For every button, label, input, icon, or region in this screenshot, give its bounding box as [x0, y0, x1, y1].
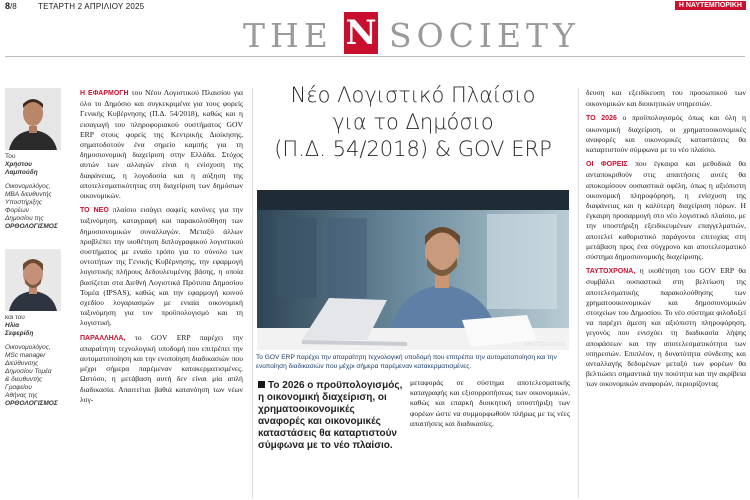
column-divider — [252, 88, 253, 498]
photo-caption: Το GOV ERP παρέχει την απαραίτητη τεχνολογική υποδομή που επιτρέπει την αυτοματοποίηση και την ενοποίηση διαδικασιών που μέχρι σήμερα παρέμεναν κατακερματισμένες. — [256, 354, 557, 370]
author-card — [5, 88, 67, 231]
masthead-society: SOCIETY — [389, 16, 580, 55]
paragraph: ΤΑΥΤΟΧΡΟΝΑ, η υιοθέτηση του GOV ERP θα συμβάλει ουσιαστικά στη βελτίωση της αποτελεσματικής παρακολούθησης των χρηματοοικονομικών και δημοσιονομικών στοιχείων του Δημοσίου. Το νέο σύστημα φιλοδοξεί να παρέχει άμεση και αξιόπιστη πληροφόρηση, γεγονός που ενισχύει τη διαδικασία λήψης αποφάσεων και την αποτελεσματικότητα των υπηρεσιών. Επιπλέον, η δυνατότητα σύνδεσης και ανταλλαγής δεδομένων μεταξύ των φορέων θα βελτιώσει σημαντικά την ποιότητα και την ακρίβεια των οικονομικών αναφορών, περιορίζοντας — [586, 266, 746, 389]
paragraph: δευση και εξειδίκευση του προσωπικού των οικονομικών και διοικητικών υπηρεσιών. — [586, 88, 746, 109]
author-name-last: Λαμπούδη — [5, 169, 38, 176]
bullet-square-icon — [258, 381, 265, 388]
author-bio: Οικονομολόγος, MBA διευθυντής Υποστήριξης Φορέων Δημοσίου της ΟΡΘΟΛΟΓΙΣΜΟΣ — [5, 183, 58, 230]
masthead-divider — [5, 56, 745, 57]
paragraph: ΤΟ ΝΕΟ πλαίσιο εισάγει σαφείς κανόνες για την ταξινόμηση, καταγραφή και παρακολούθηση των δημοσιονομικών συναλλαγών. Μεταξύ άλλων προβλέπει την υιοθέτηση διπλογραφικού λογιστικού συστήματος με ενιαίο τρόπο για το σύνολο των οντοτήτων της Γενικής Κυβέρνησης, την εφαρμογή λογιστικής πλήρους δεδουλευμένης βάσης, η οποία βασίζεται στα Διεθνή Λογιστικά Πρότυπα Δημοσίου Τομέα (IPSAS), καθώς και την εφαρμογή κοινού σχεδίου λογαριασμών με ενιαία οικονομική ταξινόμηση για τον προϋπολογισμό και τη λογιστική. — [80, 205, 244, 328]
article-column-1 — [80, 88, 243, 409]
paragraph: ΠΑΡΑΛΛΗΛΑ, το GOV ERP παρέχει την απαραίτητη τεχνολογική υποδομή που επιτρέπει την αυτοματοποίηση και την ενοποίηση διαδικασιών που μέχρι σήμερα παρέμεναν κατακερματισμένες. Ωστόσο, η μετάβαση αυτή δεν είναι μία απλή διαδικασία. Απαιτείται βαθιά κατανόηση των νέων λογ- — [80, 332, 243, 404]
author-bio: Οικονομολόγος, MSc manager Διεύθυνσης Δημοσίου Τομέα & διευθυντής Γραφείου Αθήνας της ΟΡΘΟΛΟΓΙΣΜΟΣ — [5, 344, 58, 407]
paragraph: μεταφοράς σε σύστημα αποτελεσματικής καταγραφής και εξισορροπήσεως των οικονομικών, καθώς και επαρκή διοικητική υποστήριξη των φορέων ώστε να συμμορφωθούν πλήρως με τις νέες απαιτήσεις και διαδικασίες. — [410, 378, 570, 428]
paragraph: ΤΟ 2026 ο προϋπολογισμός όπως και όλη η οικονομική διαχείριση, οι χρηματοοικονομικές αναφορές και οικονομικές καταστάσεις θα καταρτιστούν σύμφωνα με το νέο πλαίσιο. — [586, 113, 746, 155]
masthead-the: THE — [243, 16, 333, 55]
issue-date: ΤΕΤΑΡΤΗ 2 ΑΠΡΙΛΙΟΥ 2025 — [38, 2, 145, 11]
pull-quote: Το 2026 ο προϋπολογισμός, η οικονομική διαχείριση, οι χρηματοοικονομικές αναφορές και οικονομικές καταστάσεις θα καταρτιστούν σύμφωνα με το νέο πλαίσιο. — [258, 380, 403, 451]
author-column — [5, 88, 67, 408]
author-photo — [5, 88, 61, 150]
paragraph: ΟΙ ΦΟΡΕΙΣ που έγκαιρα και μεθοδικά θα ανταποκριθούν στις απαιτήσεις αυτές θα αποκομίσουν ουσιαστικά οφέλη, όπως η αξιόπιστη οικονομική πληροφόρηση, η ενίσχυση της διαφάνειας και η καλύτερη διαχείριση πόρων. Η έγκαιρη προσαρμογή στο νέο λογιστικό πλαίσιο, με την υποστήριξη εξειδικευμένων επαγγελματιών, αποτελεί καθοριστικό παράγοντα επιτυχίας στη μετάβαση προς ένα σύγχρονο και αποτελεσματικό σύστημα δημοσιονομικής διαχείρισης. — [586, 159, 746, 262]
author-card — [5, 249, 67, 408]
section-masthead — [0, 12, 750, 54]
author-by: Του — [5, 153, 16, 160]
column-divider — [578, 88, 579, 498]
masthead-logo: N — [345, 13, 377, 53]
photo-credit: SHUTTERSTOCK — [524, 342, 565, 348]
paragraph: Η ΕΦΑΡΜΟΓΗ του Νέου Λογιστικού Πλαισίου για όλο το Δημόσιο και συγκεκριμένα για τους φορείς Γενικής Κυβέρνησης (Π.Δ. 54/2018), καθώς και η εισαγωγή του πληροφοριακού συστήματος GOV ERP στους φορείς της Κεντρικής Διοίκησης, σηματοδοτούν ένα σημείο καμπής για τη δημοσιονομική διαχείριση στην Ελλάδα. Στόχος αυτών των αλλαγών είναι η ενίσχυση της διαφάνειας, η λογοδοσία και η αύξηση της αποτελεσματικότητας στη διαχείριση των δημόσιων οικονομικών. — [80, 88, 243, 201]
author-name-last: Σεφερίδη — [5, 330, 34, 337]
newspaper-name: Η ΝΑΥΤΕΜΠΟΡΙΚΗ — [675, 1, 746, 10]
page-number: 8/8 — [5, 1, 17, 11]
article-column-3 — [586, 88, 746, 394]
article-column-2 — [410, 378, 570, 433]
author-name-first: Χρήστου — [5, 161, 33, 168]
author-by: και του — [5, 314, 25, 321]
article-title: Νέο Λογιστικό Πλαίσιο για το Δημόσιο (Π.Δ. 54/2018) & GOV ERP — [274, 83, 552, 161]
author-photo — [5, 249, 61, 311]
article-photo — [257, 190, 569, 350]
author-name-first: Ηλία — [5, 322, 20, 329]
